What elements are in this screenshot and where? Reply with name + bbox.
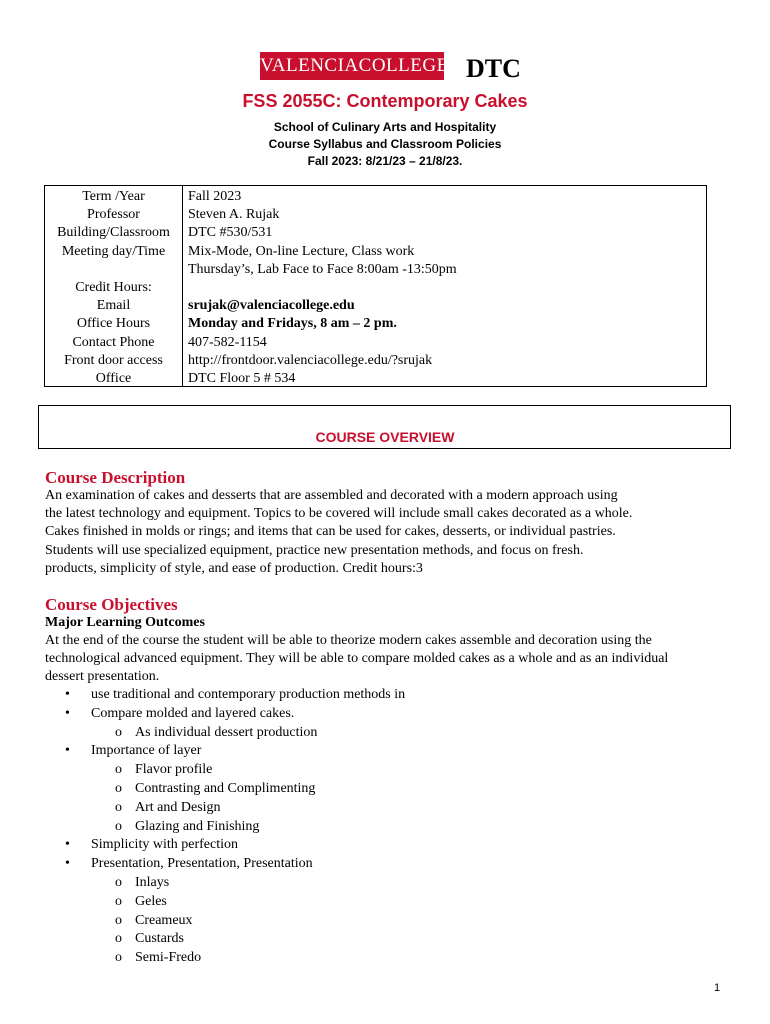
page-number: 1 bbox=[714, 982, 721, 994]
objectives-heading: Course Objectives bbox=[45, 595, 178, 614]
objectives-body bbox=[45, 632, 735, 687]
table-row-value: Monday and Fridays, 8 am – 2 pm. bbox=[188, 316, 397, 332]
table-row-value: DTC #530/531 bbox=[188, 225, 273, 241]
sub-bullet-item: o Semi-Fredo bbox=[45, 949, 405, 968]
description-heading: Course Description bbox=[45, 468, 186, 487]
logo-text: VALENCIACOLLEGE bbox=[260, 55, 449, 76]
valencia-college-logo bbox=[260, 52, 449, 80]
learning-outcomes-subheading: Major Learning Outcomes bbox=[45, 615, 205, 630]
objectives-line: technological advanced equipment. They will be able to compare molded cakes as a whole and as an individual bbox=[45, 651, 669, 667]
table-row-label: Credit Hours: bbox=[75, 280, 152, 295]
objectives-line: At the end of the course the student will be able to theorize modern cakes assemble and decoration using the bbox=[45, 633, 652, 648]
bullet-item: • use traditional and contemporary production methods in bbox=[45, 686, 405, 705]
table-row bbox=[45, 279, 706, 297]
sub-bullet-item: o Contrasting and Complimenting bbox=[45, 780, 405, 799]
table-row-value: http://frontdoor.valenciacollege.edu/?srujak bbox=[188, 352, 433, 368]
sub-bullet-item: o Geles bbox=[45, 893, 405, 912]
table-row-value: srujak@valenciacollege.edu bbox=[188, 298, 355, 314]
table-row bbox=[45, 297, 706, 315]
table-row-label: Contact Phone bbox=[72, 334, 155, 350]
description-line: the latest technology and equipment. Topics to be covered will include small cakes decorated as a whole. bbox=[45, 506, 633, 522]
description-line: Students will use specialized equipment, practice new presentation methods, and focus on fresh. bbox=[45, 542, 584, 558]
table-row-value: Fall 2023 bbox=[188, 189, 242, 204]
table-row-label: Meeting day/Time bbox=[61, 243, 166, 259]
table-row bbox=[45, 334, 706, 352]
table-row bbox=[45, 315, 706, 333]
bullet-item: • Importance of layer bbox=[45, 742, 405, 761]
bullet-item: • Simplicity with perfection bbox=[45, 836, 405, 855]
campus-label: DTC bbox=[466, 54, 521, 83]
course-info-table bbox=[44, 185, 707, 387]
outcomes-list bbox=[45, 686, 405, 968]
table-row bbox=[45, 243, 706, 261]
sub-bullet-item: o Custards bbox=[45, 930, 405, 949]
description-line: Cakes finished in molds or rings; and items that can be used for cakes, desserts, or individual pastries. bbox=[45, 524, 616, 540]
bullet-item: • Presentation, Presentation, Presentation bbox=[45, 855, 405, 874]
table-row-value: DTC Floor 5 # 534 bbox=[188, 371, 296, 386]
table-row-label: Professor bbox=[87, 207, 140, 223]
table-row-label: Office bbox=[95, 371, 132, 386]
table-row-label: Front door access bbox=[64, 352, 163, 368]
sub-bullet-item: o Flavor profile bbox=[45, 761, 405, 780]
description-line: products, simplicity of style, and ease of production. Credit hours:3 bbox=[45, 560, 423, 576]
description-body bbox=[45, 487, 735, 578]
overview-title: COURSE OVERVIEW bbox=[315, 429, 455, 445]
description-line: An examination of cakes and desserts that are assembled and decorated with a modern approach using bbox=[45, 488, 618, 503]
table-row bbox=[45, 224, 706, 242]
table-row-label: Building/Classroom bbox=[57, 225, 170, 241]
sub-bullet-item: o Creameux bbox=[45, 912, 405, 931]
table-row bbox=[45, 370, 706, 388]
table-row bbox=[45, 352, 706, 370]
school-name: School of Culinary Arts and Hospitality bbox=[273, 120, 497, 134]
term-dates: Fall 2023: 8/21/23 – 21/8/23. bbox=[307, 154, 463, 168]
table-row bbox=[45, 261, 706, 279]
course-title: FSS 2055C: Contemporary Cakes bbox=[242, 91, 528, 111]
sub-bullet-item: o As individual dessert production bbox=[45, 724, 405, 743]
table-row-value: Steven A. Rujak bbox=[188, 207, 280, 223]
table-row-label: Email bbox=[96, 298, 131, 314]
table-row bbox=[45, 206, 706, 224]
table-row-value: Mix-Mode, On-line Lecture, Class work bbox=[188, 243, 415, 259]
table-row-label: Office Hours bbox=[76, 316, 151, 332]
table-row-label: Term /Year bbox=[82, 189, 145, 204]
sub-bullet-item: o Art and Design bbox=[45, 799, 405, 818]
table-row bbox=[45, 188, 706, 206]
document-type: Course Syllabus and Classroom Policies bbox=[268, 137, 502, 151]
table-row-value: Thursday’s, Lab Face to Face 8:00am -13:50pm bbox=[188, 261, 457, 277]
objectives-line: dessert presentation. bbox=[45, 669, 160, 685]
sub-bullet-item: o Glazing and Finishing bbox=[45, 818, 405, 837]
bullet-item: • Compare molded and layered cakes. bbox=[45, 705, 405, 724]
sub-bullet-item: o Inlays bbox=[45, 874, 405, 893]
table-row-value: 407-582-1154 bbox=[188, 334, 267, 350]
